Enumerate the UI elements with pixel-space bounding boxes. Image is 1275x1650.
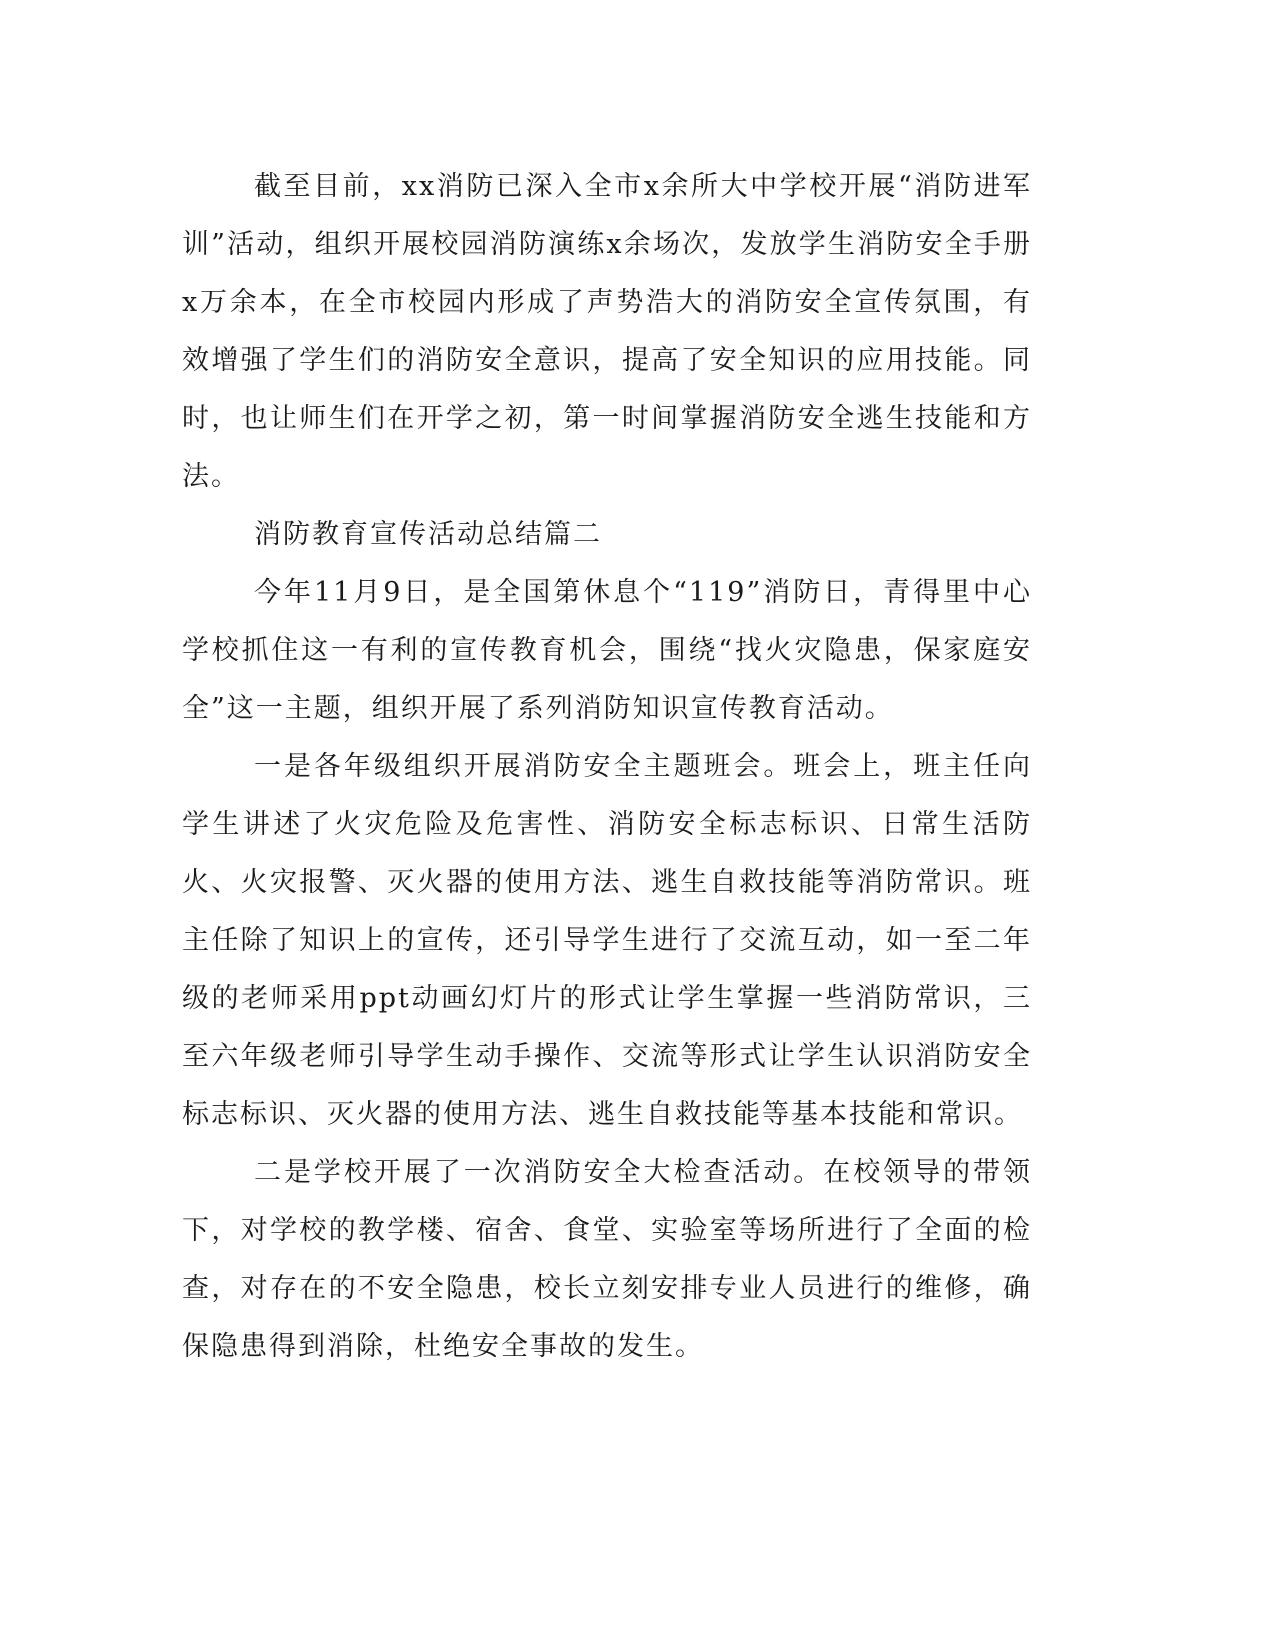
paragraph-summary-intro: 截至目前，xx消防已深入全市x余所大中学校开展“消防进军训”活动，组织开展校园消防演练x余场次，发放学生消防安全手册x万余本，在全市校园内形成了声势浩大的消防安全宣传氛围，有效增强了学生们的消防安全意识，提高了安全知识的应用技能。同时，也让师生们在开学之初，第一时间掌握消防安全逃生技能和方法。 bbox=[182, 171, 1032, 492]
paragraph-fire-day: 今年11月9日，是全国第休息个“119”消防日，青得里中心学校抓住这一有利的宣传教育机会，围绕“找火灾隐患，保家庭安全”这一主题，组织开展了系列消防知识宣传教育活动。 bbox=[182, 577, 1032, 724]
paragraph-safety-inspection: 二是学校开展了一次消防安全大检查活动。在校领导的带领下，对学校的教学楼、宿舍、食堂、实验室等场所进行了全面的检查，对存在的不安全隐患，校长立刻安排专业人员进行的维修，确保隐患得到消除，杜绝安全事故的发生。 bbox=[182, 1157, 1032, 1362]
document-body bbox=[182, 158, 1032, 1376]
section-heading: 消防教育宣传活动总结篇二 bbox=[254, 519, 602, 550]
paragraph-class-meeting: 一是各年级组织开展消防安全主题班会。班会上，班主任向学生讲述了火灾危险及危害性、消防安全标志标识、日常生活防火、火灾报警、灭火器的使用方法、逃生自救技能等消防常识。班主任除了知识上的宣传，还引导学生进行了交流互动，如一至二年级的老师采用ppt动画幻灯片的形式让学生掌握一些消防常识，三至六年级老师引导学生动手操作、交流等形式让学生认识消防安全标志标识、灭火器的使用方法、逃生自救技能等基本技能和常识。 bbox=[182, 751, 1032, 1130]
